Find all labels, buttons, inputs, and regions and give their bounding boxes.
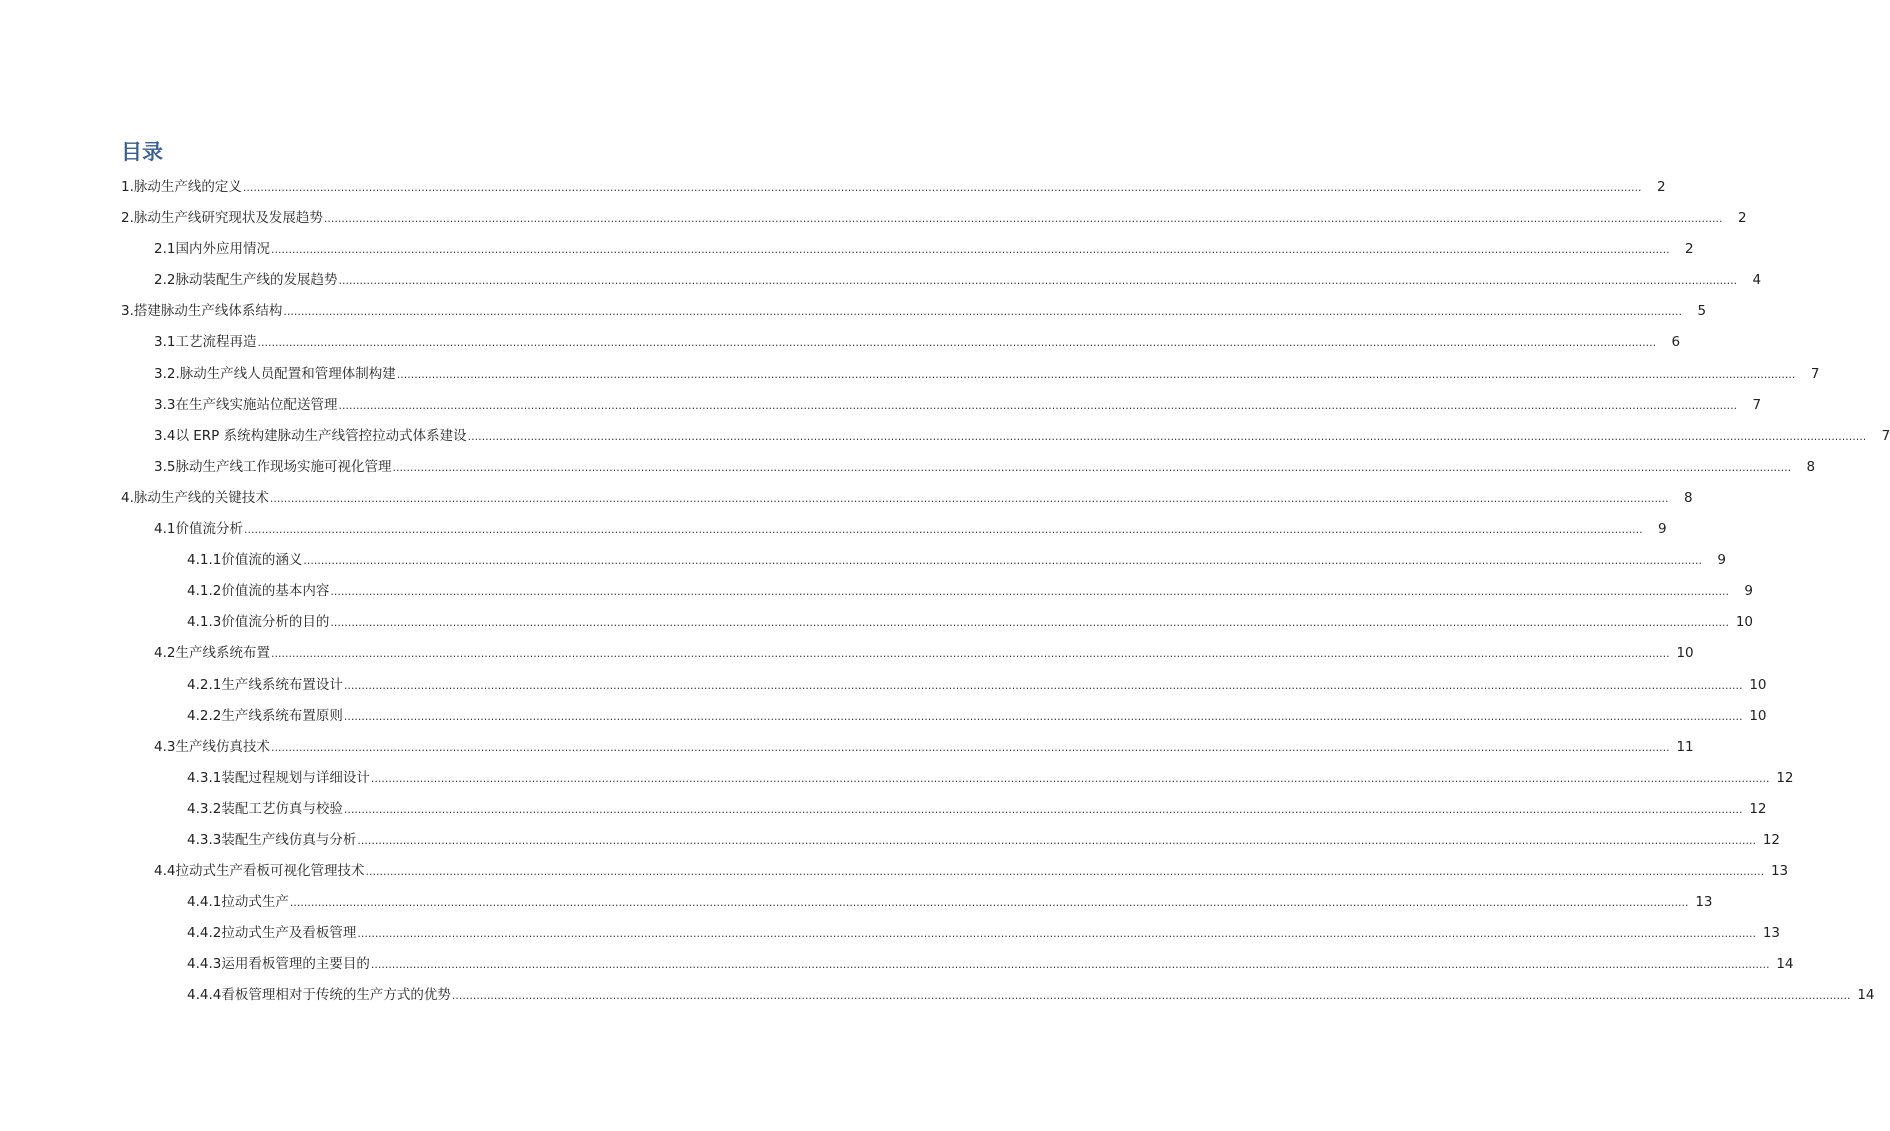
toc-entry[interactable]	[0, 390, 1762, 421]
toc-entry-number: 4.4.4	[187, 987, 222, 1004]
toc-entry[interactable]	[0, 265, 1762, 296]
toc-entry[interactable]	[0, 763, 1794, 794]
dot-leader: ................................................................................................................................................................................................................................................................................................................................................................................................................	[357, 927, 1756, 941]
toc-entry-title: 拉动式生产	[221, 894, 289, 911]
toc-entry-number: 2.	[121, 210, 134, 227]
toc-entry-title: 生产线仿真技术	[175, 738, 270, 755]
toc-entry-number: 4.2.2	[187, 707, 222, 724]
dot-leader: ................................................................................................................................................................................................................................................................................................................................................................................................................	[370, 771, 1770, 785]
toc-entry-page: 13	[1762, 925, 1780, 942]
toc-entry[interactable]	[0, 949, 1794, 980]
toc-entry[interactable]	[0, 918, 1780, 949]
toc-entry[interactable]	[0, 514, 1667, 545]
toc-entry-page: 9	[1658, 521, 1667, 538]
toc-entry-title: 以 ERP 系统构建脉动生产线管控拉动式体系建设	[175, 427, 467, 444]
toc-entry-page: 7	[1881, 427, 1890, 444]
toc-entry-title: 装配过程规划与详细设计	[221, 769, 370, 786]
toc-entry-title: 在生产线实施站位配送管理	[175, 396, 338, 413]
toc-entry-page: 9	[1717, 552, 1726, 569]
toc-entry-page: 5	[1697, 303, 1707, 320]
toc-entry-number: 4.3.3	[187, 831, 222, 848]
toc-entry-number: 4.4.1	[187, 894, 222, 911]
toc-entry-page: 7	[1810, 365, 1820, 382]
toc-entry[interactable]	[0, 359, 1820, 390]
dot-leader: ................................................................................................................................................................................................................................................................................................................................................................................................................	[289, 896, 1689, 910]
toc-entry-page: 2	[1656, 179, 1666, 195]
toc-entry-number: 4.1.3	[187, 614, 222, 631]
toc-entry-title: 国内外应用情况	[175, 241, 270, 258]
toc-entry[interactable]	[0, 172, 1666, 203]
toc-entry-title: 脉动生产线工作现场实施可视化管理	[175, 458, 392, 475]
dot-leader: ................................................................................................................................................................................................................................................................................................................................................................................................................	[338, 398, 1738, 412]
toc-entry[interactable]	[0, 701, 1767, 732]
toc-entry-title: 生产线系统布置	[175, 645, 270, 662]
toc-entry[interactable]	[0, 421, 1890, 452]
toc-entry[interactable]	[0, 327, 1681, 358]
toc-entry[interactable]	[0, 638, 1694, 669]
dot-leader: ................................................................................................................................................................................................................................................................................................................................................................................................................	[365, 865, 1765, 879]
toc-entry-title: 生产线系统布置设计	[221, 676, 343, 693]
toc-entry-number: 4.4	[154, 863, 176, 880]
toc-entry-number: 2.2	[154, 272, 176, 289]
toc-entry-title: 价值流分析的目的	[221, 614, 330, 631]
dot-leader: ................................................................................................................................................................................................................................................................................................................................................................................................................	[338, 274, 1738, 288]
toc-entry-page: 8	[1806, 458, 1816, 475]
toc-entry-number: 4.2.1	[187, 676, 222, 693]
dot-leader: ................................................................................................................................................................................................................................................................................................................................................................................................................	[330, 616, 1729, 630]
toc-entry[interactable]	[0, 203, 1747, 234]
toc-entry-title: 拉动式生产看板可视化管理技术	[175, 863, 365, 880]
toc-entry-title: 搭建脉动生产线体系结构	[133, 303, 283, 320]
toc-entry-title: 脉动装配生产线的发展趋势	[175, 272, 338, 289]
toc-entry-number: 4.1	[154, 521, 176, 538]
toc-entry-page: 12	[1762, 831, 1780, 848]
toc-entry-title: 脉动生产线人员配置和管理体制构建	[179, 365, 396, 382]
toc-entry[interactable]	[0, 980, 1875, 1011]
toc-entry-page: 9	[1744, 583, 1753, 600]
toc-entry-page: 14	[1776, 956, 1794, 973]
table-of-contents	[0, 172, 1890, 1012]
toc-entry[interactable]	[0, 825, 1780, 856]
toc-entry[interactable]	[0, 732, 1694, 763]
toc-entry-title: 生产线系统布置原则	[221, 707, 343, 724]
dot-leader: ................................................................................................................................................................................................................................................................................................................................................................................................................	[343, 709, 1743, 723]
toc-entry[interactable]	[0, 794, 1767, 825]
toc-entry-page: 14	[1857, 987, 1875, 1004]
toc-entry-title: 拉动式生产及看板管理	[221, 925, 357, 942]
toc-entry-title: 装配工艺仿真与校验	[221, 800, 343, 817]
toc-entry-page: 2	[1737, 210, 1747, 227]
toc-entry-number: 4.1.2	[187, 583, 222, 600]
toc-entry-page: 10	[1749, 676, 1767, 693]
toc-entry-page: 11	[1676, 738, 1694, 755]
toc-entry-page: 10	[1735, 614, 1753, 631]
toc-entry-number: 4.3	[154, 738, 176, 755]
toc-entry-number: 3.3	[154, 396, 176, 413]
dot-leader: ................................................................................................................................................................................................................................................................................................................................................................................................................	[242, 181, 1642, 194]
toc-entry-title: 脉动生产线的关键技术	[133, 489, 269, 506]
toc-entry-number: 2.1	[154, 241, 176, 258]
dot-leader: ................................................................................................................................................................................................................................................................................................................................................................................................................	[269, 491, 1669, 505]
toc-entry-title: 价值流的涵义	[221, 552, 303, 569]
toc-entry[interactable]	[0, 483, 1693, 514]
toc-entry-page: 12	[1776, 769, 1794, 786]
toc-entry-number: 1.	[121, 179, 134, 195]
toc-entry-page: 7	[1752, 396, 1762, 413]
dot-leader: ................................................................................................................................................................................................................................................................................................................................................................................................................	[370, 958, 1770, 972]
toc-entry-number: 4.1.1	[187, 552, 222, 569]
toc-entry-title: 脉动生产线的定义	[133, 179, 242, 195]
dot-leader: ................................................................................................................................................................................................................................................................................................................................................................................................................	[451, 989, 1851, 1003]
toc-entry-page: 10	[1676, 645, 1694, 662]
toc-entry-number: 3.4	[154, 427, 176, 444]
toc-entry-number: 3.2.	[154, 365, 180, 382]
dot-leader: ................................................................................................................................................................................................................................................................................................................................................................................................................	[270, 243, 1670, 257]
toc-entry-number: 4.2	[154, 645, 176, 662]
toc-entry-number: 3.	[121, 303, 134, 320]
toc-entry-title: 看板管理相对于传统的生产方式的优势	[221, 987, 451, 1004]
dot-leader: ................................................................................................................................................................................................................................................................................................................................................................................................................	[467, 429, 1867, 443]
toc-entry-number: 4.4.3	[187, 956, 222, 973]
dot-leader: ................................................................................................................................................................................................................................................................................................................................................................................................................	[323, 212, 1723, 226]
dot-leader: ................................................................................................................................................................................................................................................................................................................................................................................................................	[392, 460, 1792, 474]
toc-entry-number: 3.1	[154, 334, 176, 351]
toc-entry[interactable]	[0, 856, 1789, 887]
toc-entry[interactable]	[0, 545, 1726, 576]
toc-entry-page: 12	[1749, 800, 1767, 817]
dot-leader: ................................................................................................................................................................................................................................................................................................................................................................................................................	[303, 554, 1702, 568]
toc-entry-page: 2	[1685, 241, 1694, 258]
toc-entry[interactable]	[0, 296, 1707, 327]
toc-entry-number: 4.3.2	[187, 800, 222, 817]
toc-entry[interactable]	[0, 234, 1694, 265]
toc-entry-page: 13	[1770, 863, 1789, 880]
toc-entry-page: 10	[1749, 707, 1767, 724]
dot-leader: ................................................................................................................................................................................................................................................................................................................................................................................................................	[257, 336, 1657, 350]
page-title: 目录	[121, 140, 163, 164]
toc-entry-page: 4	[1752, 272, 1762, 289]
toc-entry[interactable]	[0, 887, 1713, 918]
dot-leader: ................................................................................................................................................................................................................................................................................................................................................................................................................	[270, 740, 1670, 754]
toc-entry-number: 4.4.2	[187, 925, 222, 942]
dot-leader: ................................................................................................................................................................................................................................................................................................................................................................................................................	[343, 802, 1743, 816]
dot-leader: ................................................................................................................................................................................................................................................................................................................................................................................................................	[357, 833, 1756, 847]
dot-leader: ................................................................................................................................................................................................................................................................................................................................................................................................................	[243, 523, 1643, 537]
toc-entry[interactable]	[0, 576, 1753, 607]
toc-entry-page: 8	[1683, 489, 1693, 506]
dot-leader: ................................................................................................................................................................................................................................................................................................................................................................................................................	[396, 367, 1796, 381]
dot-leader: ................................................................................................................................................................................................................................................................................................................................................................................................................	[283, 305, 1683, 319]
toc-entry-title: 工艺流程再造	[175, 334, 257, 351]
toc-entry-page: 6	[1671, 334, 1681, 351]
toc-entry-number: 4.3.1	[187, 769, 222, 786]
toc-entry-title: 价值流的基本内容	[221, 583, 330, 600]
toc-entry-number: 3.5	[154, 458, 176, 475]
toc-entry-title: 价值流分析	[175, 521, 243, 538]
toc-entry-title: 运用看板管理的主要目的	[221, 956, 370, 973]
toc-entry[interactable]	[0, 607, 1753, 638]
toc-entry-page: 13	[1695, 894, 1713, 911]
toc-entry[interactable]	[0, 452, 1816, 483]
toc-entry-number: 4.	[121, 489, 134, 506]
dot-leader: ................................................................................................................................................................................................................................................................................................................................................................................................................	[330, 585, 1729, 599]
dot-leader: ................................................................................................................................................................................................................................................................................................................................................................................................................	[343, 678, 1743, 692]
toc-entry-title: 脉动生产线研究现状及发展趋势	[133, 210, 323, 227]
toc-entry[interactable]	[0, 670, 1767, 701]
dot-leader: ................................................................................................................................................................................................................................................................................................................................................................................................................	[270, 647, 1670, 661]
toc-entry-title: 装配生产线仿真与分析	[221, 831, 357, 848]
